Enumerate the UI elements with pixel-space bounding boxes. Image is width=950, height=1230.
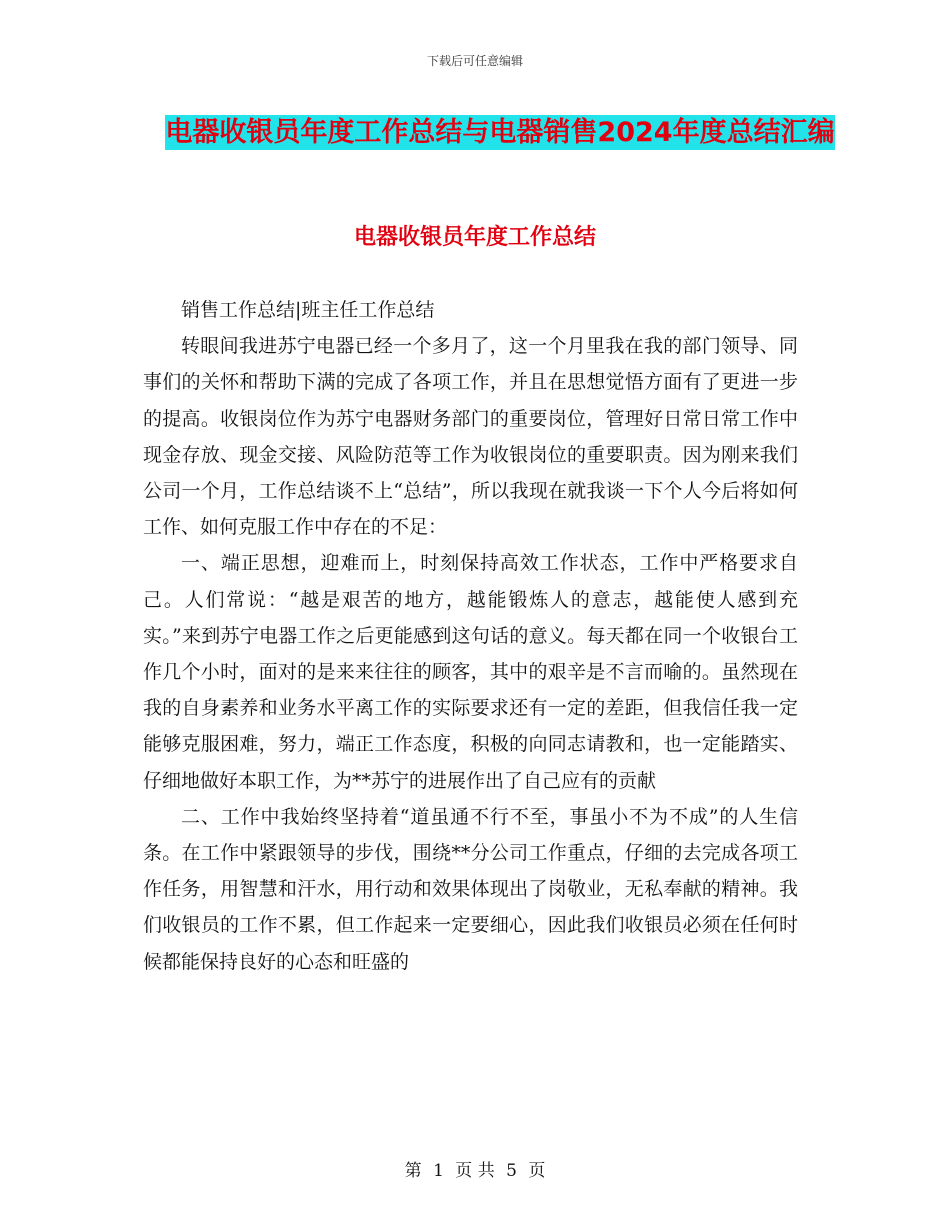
footer-suffix: 页	[528, 1161, 546, 1181]
page-footer	[0, 1156, 950, 1181]
footer-prefix: 第	[404, 1161, 422, 1181]
paragraph-point-two: 二、工作中我始终坚持着“道虽通不行不至，事虽小不为不成”的人生信条。在工作中紧跟领导的步伐，围绕**分公司工作重点，仔细的去完成各项工作任务，用智慧和汗水，用行动和效果体现出了岗敬业，无私奉献的精神。我们收银员的工作不累，但工作起来一定要细心，因此我们收银员必须在任何时候都能保持良好的心态和旺盛的	[143, 805, 798, 973]
footer-page-number: 1	[433, 1161, 444, 1181]
section-title: 电器收银员年度工作总结	[353, 225, 596, 250]
footer-mid: 页 共	[455, 1161, 495, 1181]
document-title	[140, 110, 860, 155]
paragraph-intro: 转眼间我进苏宁电器已经一个多月了，这一个月里我在我的部门领导、同事们的关怀和帮助下满的完成了各项工作，并且在思想觉悟方面有了更进一步的提高。收银岗位作为苏宁电器财务部门的重要岗位，管理好日常日常工作中现金存放、现金交接、风险防范等工作为收银岗位的重要职责。因为刚来我们公司一个月，工作总结谈不上“总结”，所以我现在就我谈一下个人今后将如何工作、如何克服工作中存在的不足：	[143, 335, 798, 539]
document-title-text: 电器收银员年度工作总结与电器销售2024年度总结汇编	[165, 117, 835, 148]
paragraph-point-one: 一、端正思想，迎难而上，时刻保持高效工作状态，工作中严格要求自己。人们常说：“越是艰苦的地方，越能锻炼人的意志，越能使人感到充实。”来到苏宁电器工作之后更能感到这句话的意义。每天都在同一个收银台工作几个小时，面对的是来来往往的顾客，其中的艰辛是不言而喻的。虽然现在我的自身素养和业务水平离工作的实际要求还有一定的差距，但我信任我一定能够克服困难，努力，端正工作态度，积极的向同志请教和，也一定能踏实、仔细地做好本职工作，为**苏宁的进展作出了自己应有的贡献	[143, 552, 798, 792]
document-body	[143, 292, 798, 980]
paragraph-subtitle: 销售工作总结|班主任工作总结	[181, 299, 435, 321]
footer-total-pages: 5	[506, 1161, 517, 1181]
header-note: 下载后可任意编辑	[426, 54, 523, 68]
